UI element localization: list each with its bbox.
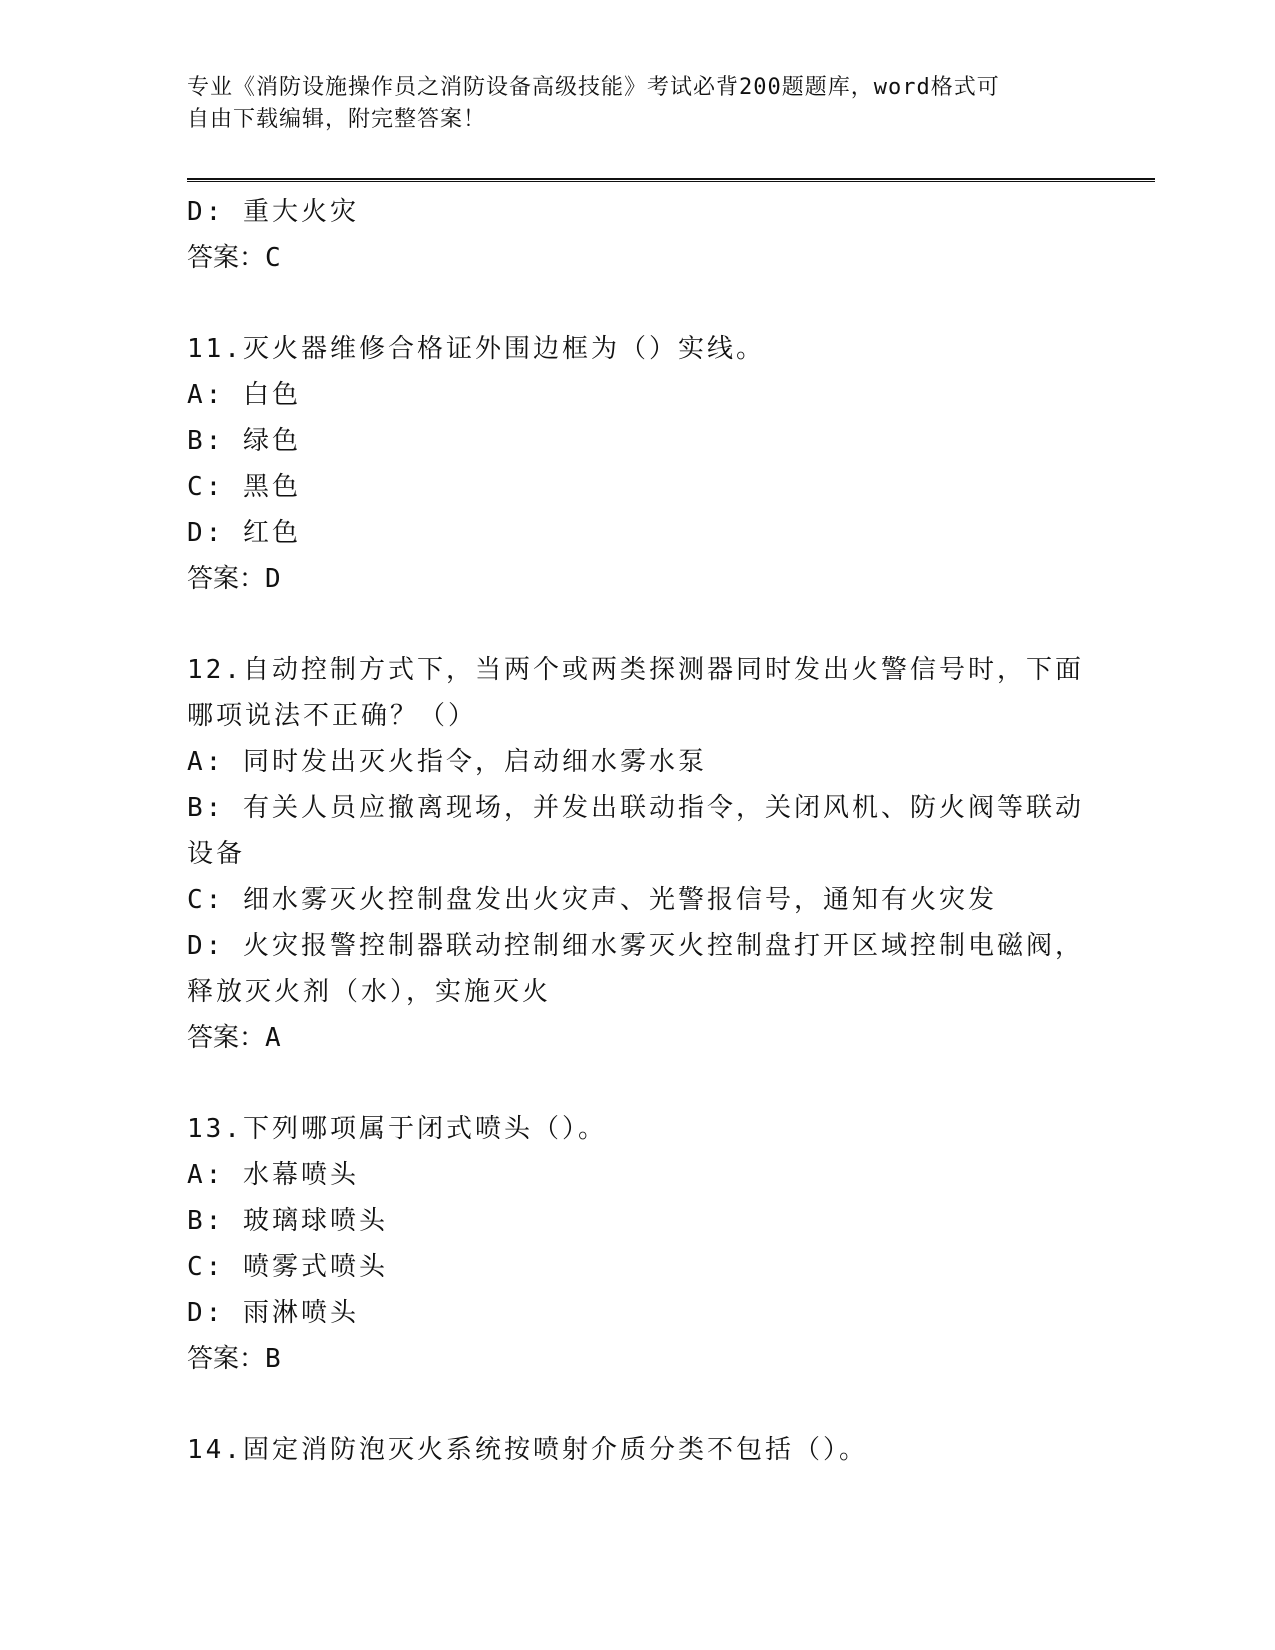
question-stem-line-1: 12.自动控制方式下，当两个或两类探测器同时发出火警信号时，下面	[187, 655, 1084, 685]
prev-option-d: D: 重大火灾	[187, 197, 359, 227]
question-stem-line-2: 哪项说法不正确？（）	[187, 701, 478, 731]
option-a: A: 白色	[187, 380, 301, 410]
answer: 答案：B	[187, 1344, 281, 1374]
document-header	[187, 72, 1067, 136]
option-b-line-1: B: 有关人员应撤离现场，并发出联动指令，关闭风机、防火阀等联动	[187, 793, 1084, 823]
option-d-line-1: D: 火灾报警控制器联动控制细水雾灭火控制盘打开区域控制电磁阀，	[187, 931, 1084, 961]
spacer	[187, 281, 1087, 326]
header-title-line-2: 自由下载编辑，附完整答案！	[187, 107, 487, 132]
spacer	[187, 1382, 1087, 1427]
question-list	[187, 189, 1087, 1473]
spacer	[187, 1061, 1087, 1106]
option-b: B: 玻璃球喷头	[187, 1206, 388, 1236]
option-c: C: 黑色	[187, 472, 301, 502]
option-d-line-2: 释放灭火剂（水），实施灭火	[187, 977, 552, 1007]
option-c: C: 细水雾灭火控制盘发出火灾声、光警报信号，通知有火灾发	[187, 885, 997, 915]
question-12	[187, 647, 1087, 1061]
option-a: A: 水幕喷头	[187, 1160, 359, 1190]
question-stem: 14.固定消防泡灭火系统按喷射介质分类不包括（）。	[187, 1435, 868, 1465]
answer: 答案：D	[187, 564, 281, 594]
option-a: A: 同时发出灭火指令，启动细水雾水泵	[187, 747, 707, 777]
option-d: D: 红色	[187, 518, 301, 548]
question-11	[187, 326, 1087, 602]
prev-answer: 答案：C	[187, 243, 281, 273]
question-stem: 13.下列哪项属于闭式喷头（）。	[187, 1114, 607, 1144]
question-14	[187, 1427, 1087, 1473]
spacer	[187, 602, 1087, 647]
option-c: C: 喷雾式喷头	[187, 1252, 388, 1282]
answer: 答案：A	[187, 1023, 281, 1053]
option-d: D: 雨淋喷头	[187, 1298, 359, 1328]
header-divider	[187, 178, 1155, 182]
option-b: B: 绿色	[187, 426, 301, 456]
header-title-line-1: 专业《消防设施操作员之消防设备高级技能》考试必背200题题库，word格式可	[187, 75, 1000, 100]
option-b-line-2: 设备	[187, 839, 246, 869]
question-stem: 11.灭火器维修合格证外围边框为（）实线。	[187, 334, 765, 364]
question-13	[187, 1106, 1087, 1382]
